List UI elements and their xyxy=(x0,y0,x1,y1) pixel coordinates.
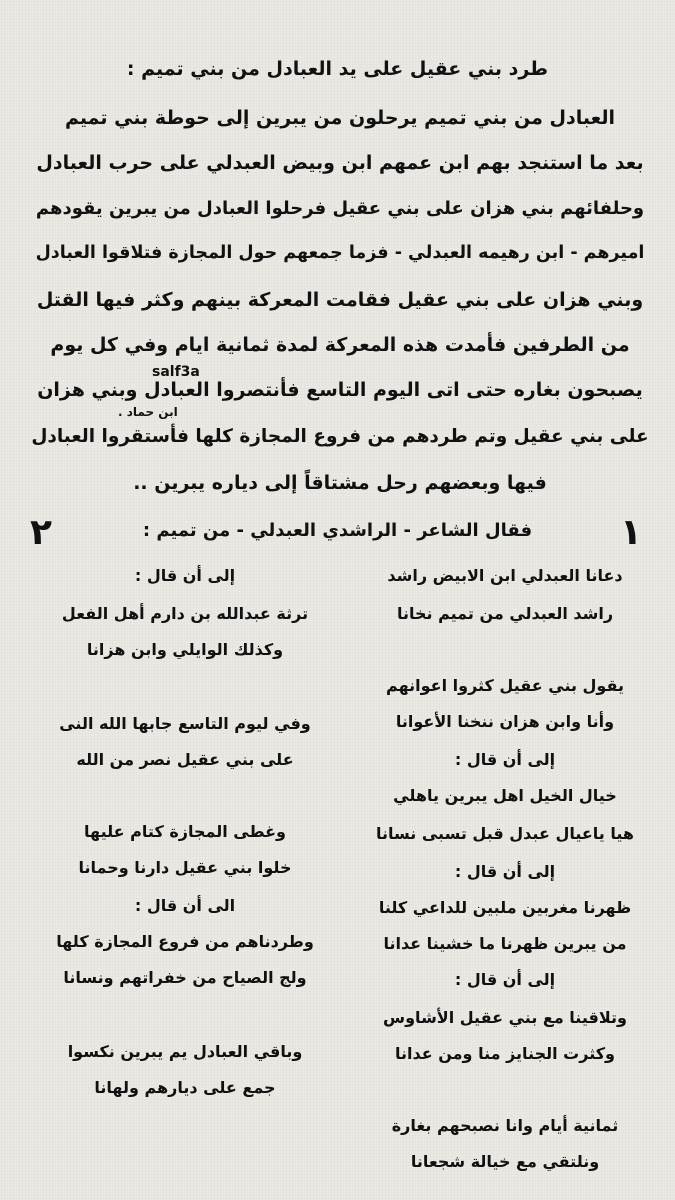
poem-verse: وتلاقينا مع بني عقيل الأشاوس xyxy=(383,1008,627,1027)
paragraph-line: فيها وبعضهم رحل مشتاقاً إلى دياره يبرين .. xyxy=(133,472,547,494)
poem-verse: وباقي العبادل يم يبرين نكسوا xyxy=(67,1042,303,1061)
paragraph-line: العبادل من بني تميم يرحلون من يبرين إلى حوطة بني تميم xyxy=(64,107,616,129)
paragraph-line: بعد ما استنجد بهم ابن عمهم ابن وبيض العبدلي على حرب العبادل xyxy=(36,152,644,174)
paragraph-line: على بني عقيل وتم طردهم من فروع المجازة كلها فأستقروا العبادل xyxy=(31,426,649,447)
poem-verse: يقول بني عقيل كثروا اعوانهم xyxy=(386,676,624,695)
poem-verse: ترثة عبدالله بن دارم أهل الفعل xyxy=(61,604,309,623)
poem-verse: جمع على ديارهم ولهانا xyxy=(94,1078,276,1097)
poem-verse: ظهرنا مغربين ملبين للداعي كلنا xyxy=(378,898,632,917)
poem-verse: ثمانية أيام وانا نصبحهم بغارة xyxy=(391,1116,619,1135)
poem-verse: ونلتقي مع خيالة شجعانا xyxy=(410,1152,600,1171)
poem-verse: هيا ياعيال عبدل قبل تسبى نسانا xyxy=(375,824,635,843)
poem-verse: ولج الصياح من خفراتهم ونسانا xyxy=(63,968,307,987)
author-watermark: salf3a xyxy=(152,364,200,380)
poem-verse: إلى أن قال : xyxy=(454,750,556,769)
paragraph-line: وبني هزان على بني عقيل فقامت المعركة بينهم وكثر فيها القتل xyxy=(36,289,644,311)
poem-verse: خلوا بني عقيل دارنا وحمانا xyxy=(78,858,292,877)
poem-number-two: ٢ xyxy=(30,512,52,553)
poem-verse: وكثرت الجنايز منا ومن عدانا xyxy=(395,1044,615,1063)
poem-verse: إلى أن قال : xyxy=(454,970,556,989)
poem-verse: وكذلك الوايلي وابن هزانا xyxy=(86,640,284,659)
poem-verse: وطردناهم من فروع المجازة كلها xyxy=(56,932,314,951)
poem-verse: الى أن قال : xyxy=(134,896,236,915)
page-title: طرد بني عقيل على يد العبادل من بني تميم : xyxy=(126,58,549,80)
poem-verse: من يبرين ظهرنا ما خشينا عدانا xyxy=(383,934,627,953)
poem-verse: راشد العبدلي من تميم نخانا xyxy=(396,604,614,623)
source-note: ابن حماد . xyxy=(118,405,178,419)
poem-verse: وأنا وابن هزان ننخنا الأعوانا xyxy=(395,712,615,731)
poem-verse: دعانا العبدلي ابن الابيض راشد xyxy=(387,566,623,585)
paragraph-line: وحلفائهم بني هزان على بني عقيل فرحلوا العبادل من يبرين يقودهم xyxy=(35,198,645,219)
poem-verse: على بني عقيل نصر من الله xyxy=(76,750,294,769)
poem-verse: وغطى المجازة كتام عليها xyxy=(84,822,286,841)
poem-verse: إلى أن قال : xyxy=(134,566,236,585)
paragraph-line: من الطرفين فأمدت هذه المعركة لمدة ثمانية ايام وفي كل يوم xyxy=(50,334,630,356)
poem-verse: خيال الخيل اهل يبرين ياهلي xyxy=(393,786,617,805)
poem-verse: إلى أن قال : xyxy=(454,862,556,881)
section-heading: فقال الشاعر - الراشدي العبدلي - من تميم : xyxy=(142,520,533,541)
paragraph-line: اميرهم - ابن رهيمه العبدلي - فزما جمعهم حول المجازة فتلاقوا العبادل xyxy=(35,243,645,263)
poem-verse: وفي ليوم التاسع جابها الله النى xyxy=(59,714,311,733)
paragraph-line: يصبحون بغاره حتى اتى اليوم التاسع فأنتصروا العبادل وبني هزان xyxy=(37,379,643,401)
poem-number-one: ١ xyxy=(620,512,642,553)
